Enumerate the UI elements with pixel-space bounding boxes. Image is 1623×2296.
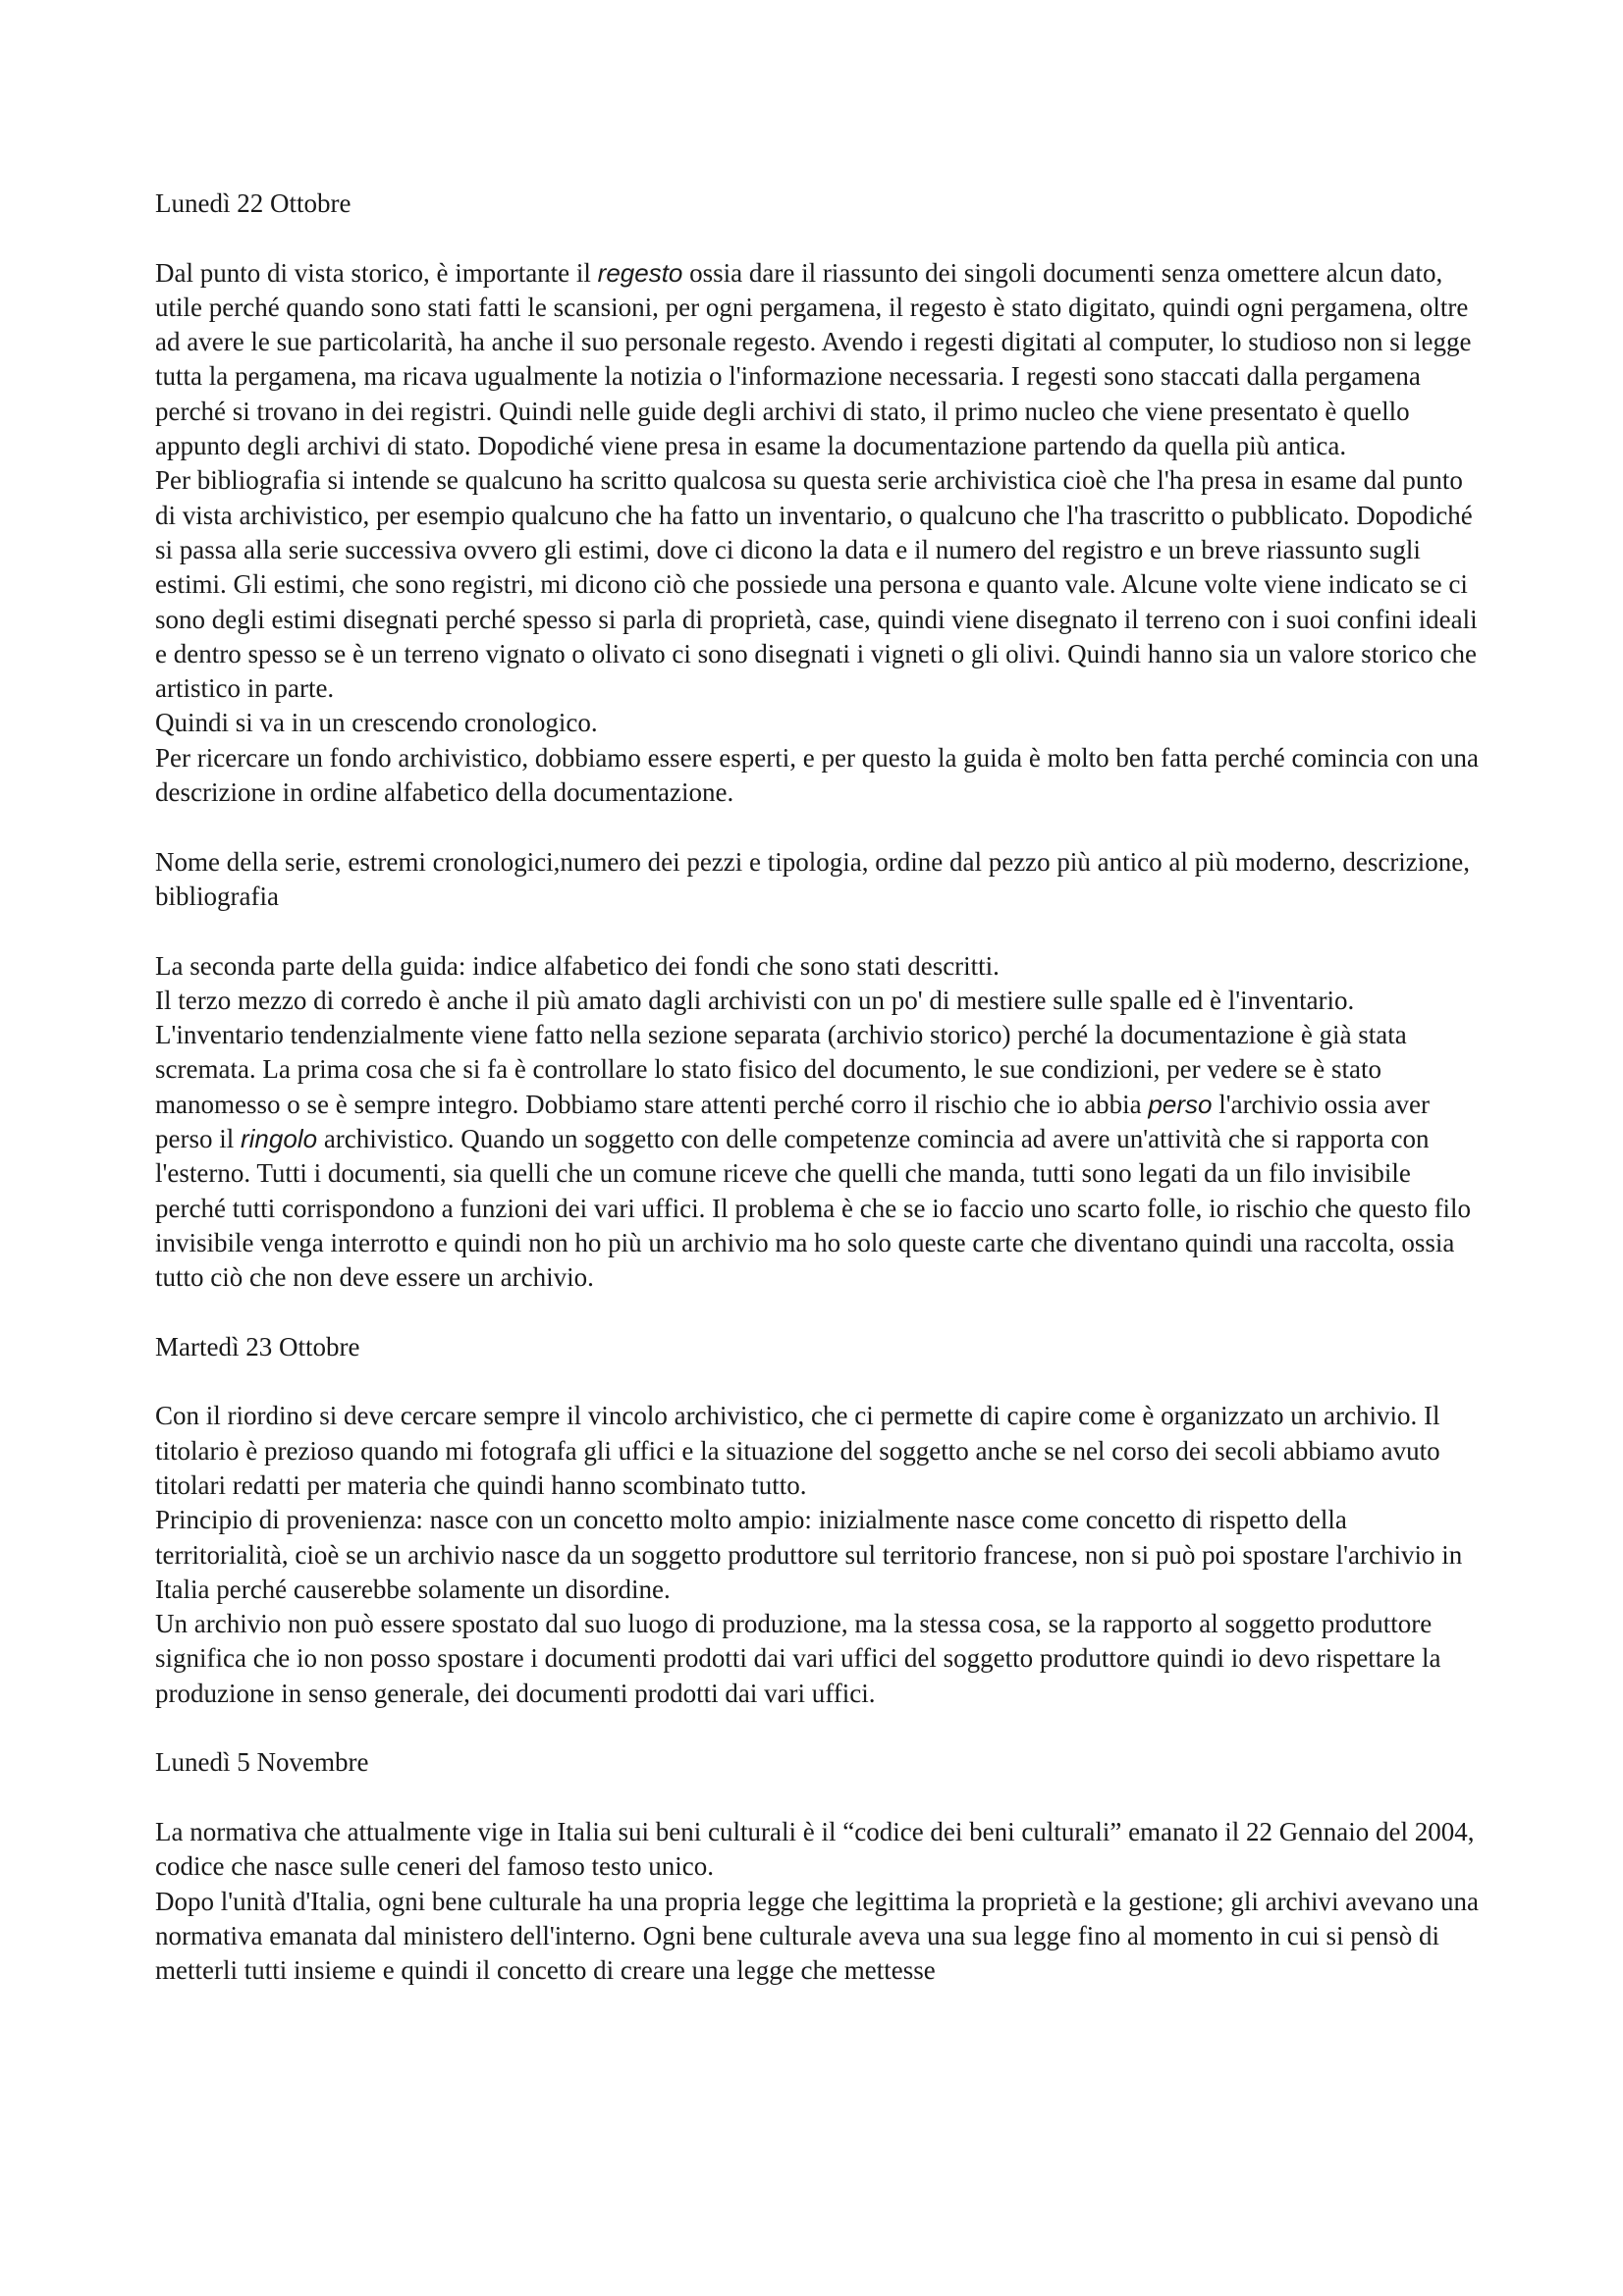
document-body <box>155 187 1481 1988</box>
date-heading-2: Martedì 23 Ottobre <box>155 1331 360 1362</box>
paragraph-inventario <box>155 1018 1481 1295</box>
paragraph-crescendo: Quindi si va in un crescendo cronologico. <box>155 708 598 738</box>
paragraph-normativa: La normativa che attualmente vige in Italia sui beni culturali è il “codice dei beni culturali” emanato il 22 Gennaio del 2004, codice che nasce sulle ceneri del famoso testo unico. <box>155 1816 1475 1882</box>
paragraph-regesto <box>155 256 1481 464</box>
emphasis-term: ringolo <box>241 1124 318 1154</box>
paragraph-seconda-parte: La seconda parte della guida: indice alfabetico dei fondi che sono stati descritti. <box>155 950 1000 981</box>
spacer <box>155 914 1481 948</box>
paragraph-unita-italia: Dopo l'unità d'Italia, ogni bene culturale ha una propria legge che legittima la proprietà e la gestione; gli archivi avevano una normativa emanata dal ministero dell'interno. Ogni bene culturale aveva una sua legge fino al momento in cui si pensò di metterli tutti insieme e quindi il concetto di creare una legge che mettesse <box>155 1886 1479 1986</box>
paragraph-text: L'inventario tendenzialmente viene fatto nella sezione separata (archivio storico) perché la documentazione è già stata scremata. La prima cosa che si fa è controllare lo stato fisico del documento, le sue condizioni, per vedere se è stato manomesso o se è sempre integro. Dobbiamo stare attenti perché corro il rischio che io abbia <box>155 1020 1407 1119</box>
spacer <box>155 1296 1481 1330</box>
spacer <box>155 1711 1481 1745</box>
paragraph-ricerca: Per ricercare un fondo archivistico, dobbiamo essere esperti, e per questo la guida è molto ben fatta perché comincia con una descrizione in ordine alfabetico della documentazione. <box>155 742 1479 808</box>
spacer <box>155 1781 1481 1815</box>
spacer <box>155 1364 1481 1399</box>
emphasis-term: perso <box>1148 1089 1213 1119</box>
date-heading-3: Lunedì 5 Novembre <box>155 1747 369 1778</box>
emphasis-term: regesto <box>597 257 683 288</box>
paragraph-text: ossia dare il riassunto dei singoli documenti senza omettere alcun dato, utile perché quando sono stati fatti le scansioni, per ogni pergamena, il regesto è stato digitato, quindi ogni pergamena, oltre ad avere le sue particolarità, ha anche il suo personale regesto. Avendo i regesti digitati al computer, lo studioso non si legge tutta la pergamena, ma ricava ugualmente la notizia o l'informazione necessaria. I regesti sono staccati dalla pergamena perché si trovano in dei registri. Quindi nelle guide degli archivi di stato, il primo nucleo che viene presentato è quello appunto degli archivi di stato. Dopodiché viene presa in esame la documentazione partendo da quella più antica. <box>155 257 1472 461</box>
paragraph-elenco: Nome della serie, estremi cronologici,numero dei pezzi e tipologia, ordine dal pezzo più antico al più moderno, descrizione, bibliografia <box>155 846 1471 911</box>
paragraph-text: archivistico. Quando un soggetto con delle competenze comincia ad avere un'attività che si rapporta con l'esterno. Tutti i documenti, sia quelli che un comune riceve che quelli che manda, tutti sono legati da un filo invisibile perché tutti corrispondono a funzioni dei vari uffici. Il problema è che se io faccio uno scarto folle, io rischio che questo filo invisibile venga interrotto e quindi non ho più un archivio ma ho solo queste carte che diventano quindi una raccolta, ossia tutto ciò che non deve essere un archivio. <box>155 1124 1472 1293</box>
date-heading-1: Lunedì 22 Ottobre <box>155 188 352 218</box>
paragraph-text: Dal punto di vista storico, è importante il <box>155 257 598 288</box>
paragraph-terzo-mezzo: Il terzo mezzo di corredo è anche il più amato dagli archivisti con un po' di mestiere sulle spalle ed è l'inventario. <box>155 985 1355 1015</box>
paragraph-bibliografia: Per bibliografia si intende se qualcuno ha scritto qualcosa su questa serie archivistica cioè che l'ha presa in esame dal punto di vista archivistico, per esempio qualcuno che ha fatto un inventario, o qualcuno che l'ha trascritto o pubblicato. Dopodiché si passa alla serie successiva ovvero gli estimi, dove ci dicono la data e il numero del registro e un breve riassunto sugli estimi. Gli estimi, che sono registri, mi dicono ciò che possiede una persona e quanto vale. Alcune volte viene indicato se ci sono degli estimi disegnati perché spesso si parla di proprietà, case, quindi viene disegnato il terreno con i suoi confini ideali e dentro spesso se è un terreno vignato o olivato ci sono disegnati i vigneti o gli olivi. Quindi hanno sia un valore storico che artistico in parte. <box>155 465 1478 704</box>
paragraph-text: l'archivio ossia aver perso il <box>155 1089 1431 1154</box>
spacer <box>155 221 1481 255</box>
paragraph-luogo-produzione: Un archivio non può essere spostato dal suo luogo di produzione, ma la stessa cosa, se la rapporto al soggetto produttore significa che io non posso spostare i documenti prodotti dai vari uffici del soggetto produttore quindi io devo rispettare la produzione in senso generale, dei documenti prodotti dai vari uffici. <box>155 1609 1441 1708</box>
paragraph-provenienza: Principio di provenienza: nasce con un concetto molto ampio: inizialmente nasce come concetto di rispetto della territorialità, cioè se un archivio nasce da un soggetto produttore sul territorio francese, non si può poi spostare l'archivio in Italia perché causerebbe solamente un disordine. <box>155 1505 1463 1604</box>
paragraph-riordino: Con il riordino si deve cercare sempre il vincolo archivistico, che ci permette di capire come è organizzato un archivio. Il titolario è prezioso quando mi fotografa gli uffici e la situazione del soggetto anche se nel corso dei secoli abbiamo avuto titolari redatti per materia che quindi hanno scombinato tutto. <box>155 1401 1440 1500</box>
spacer <box>155 810 1481 844</box>
